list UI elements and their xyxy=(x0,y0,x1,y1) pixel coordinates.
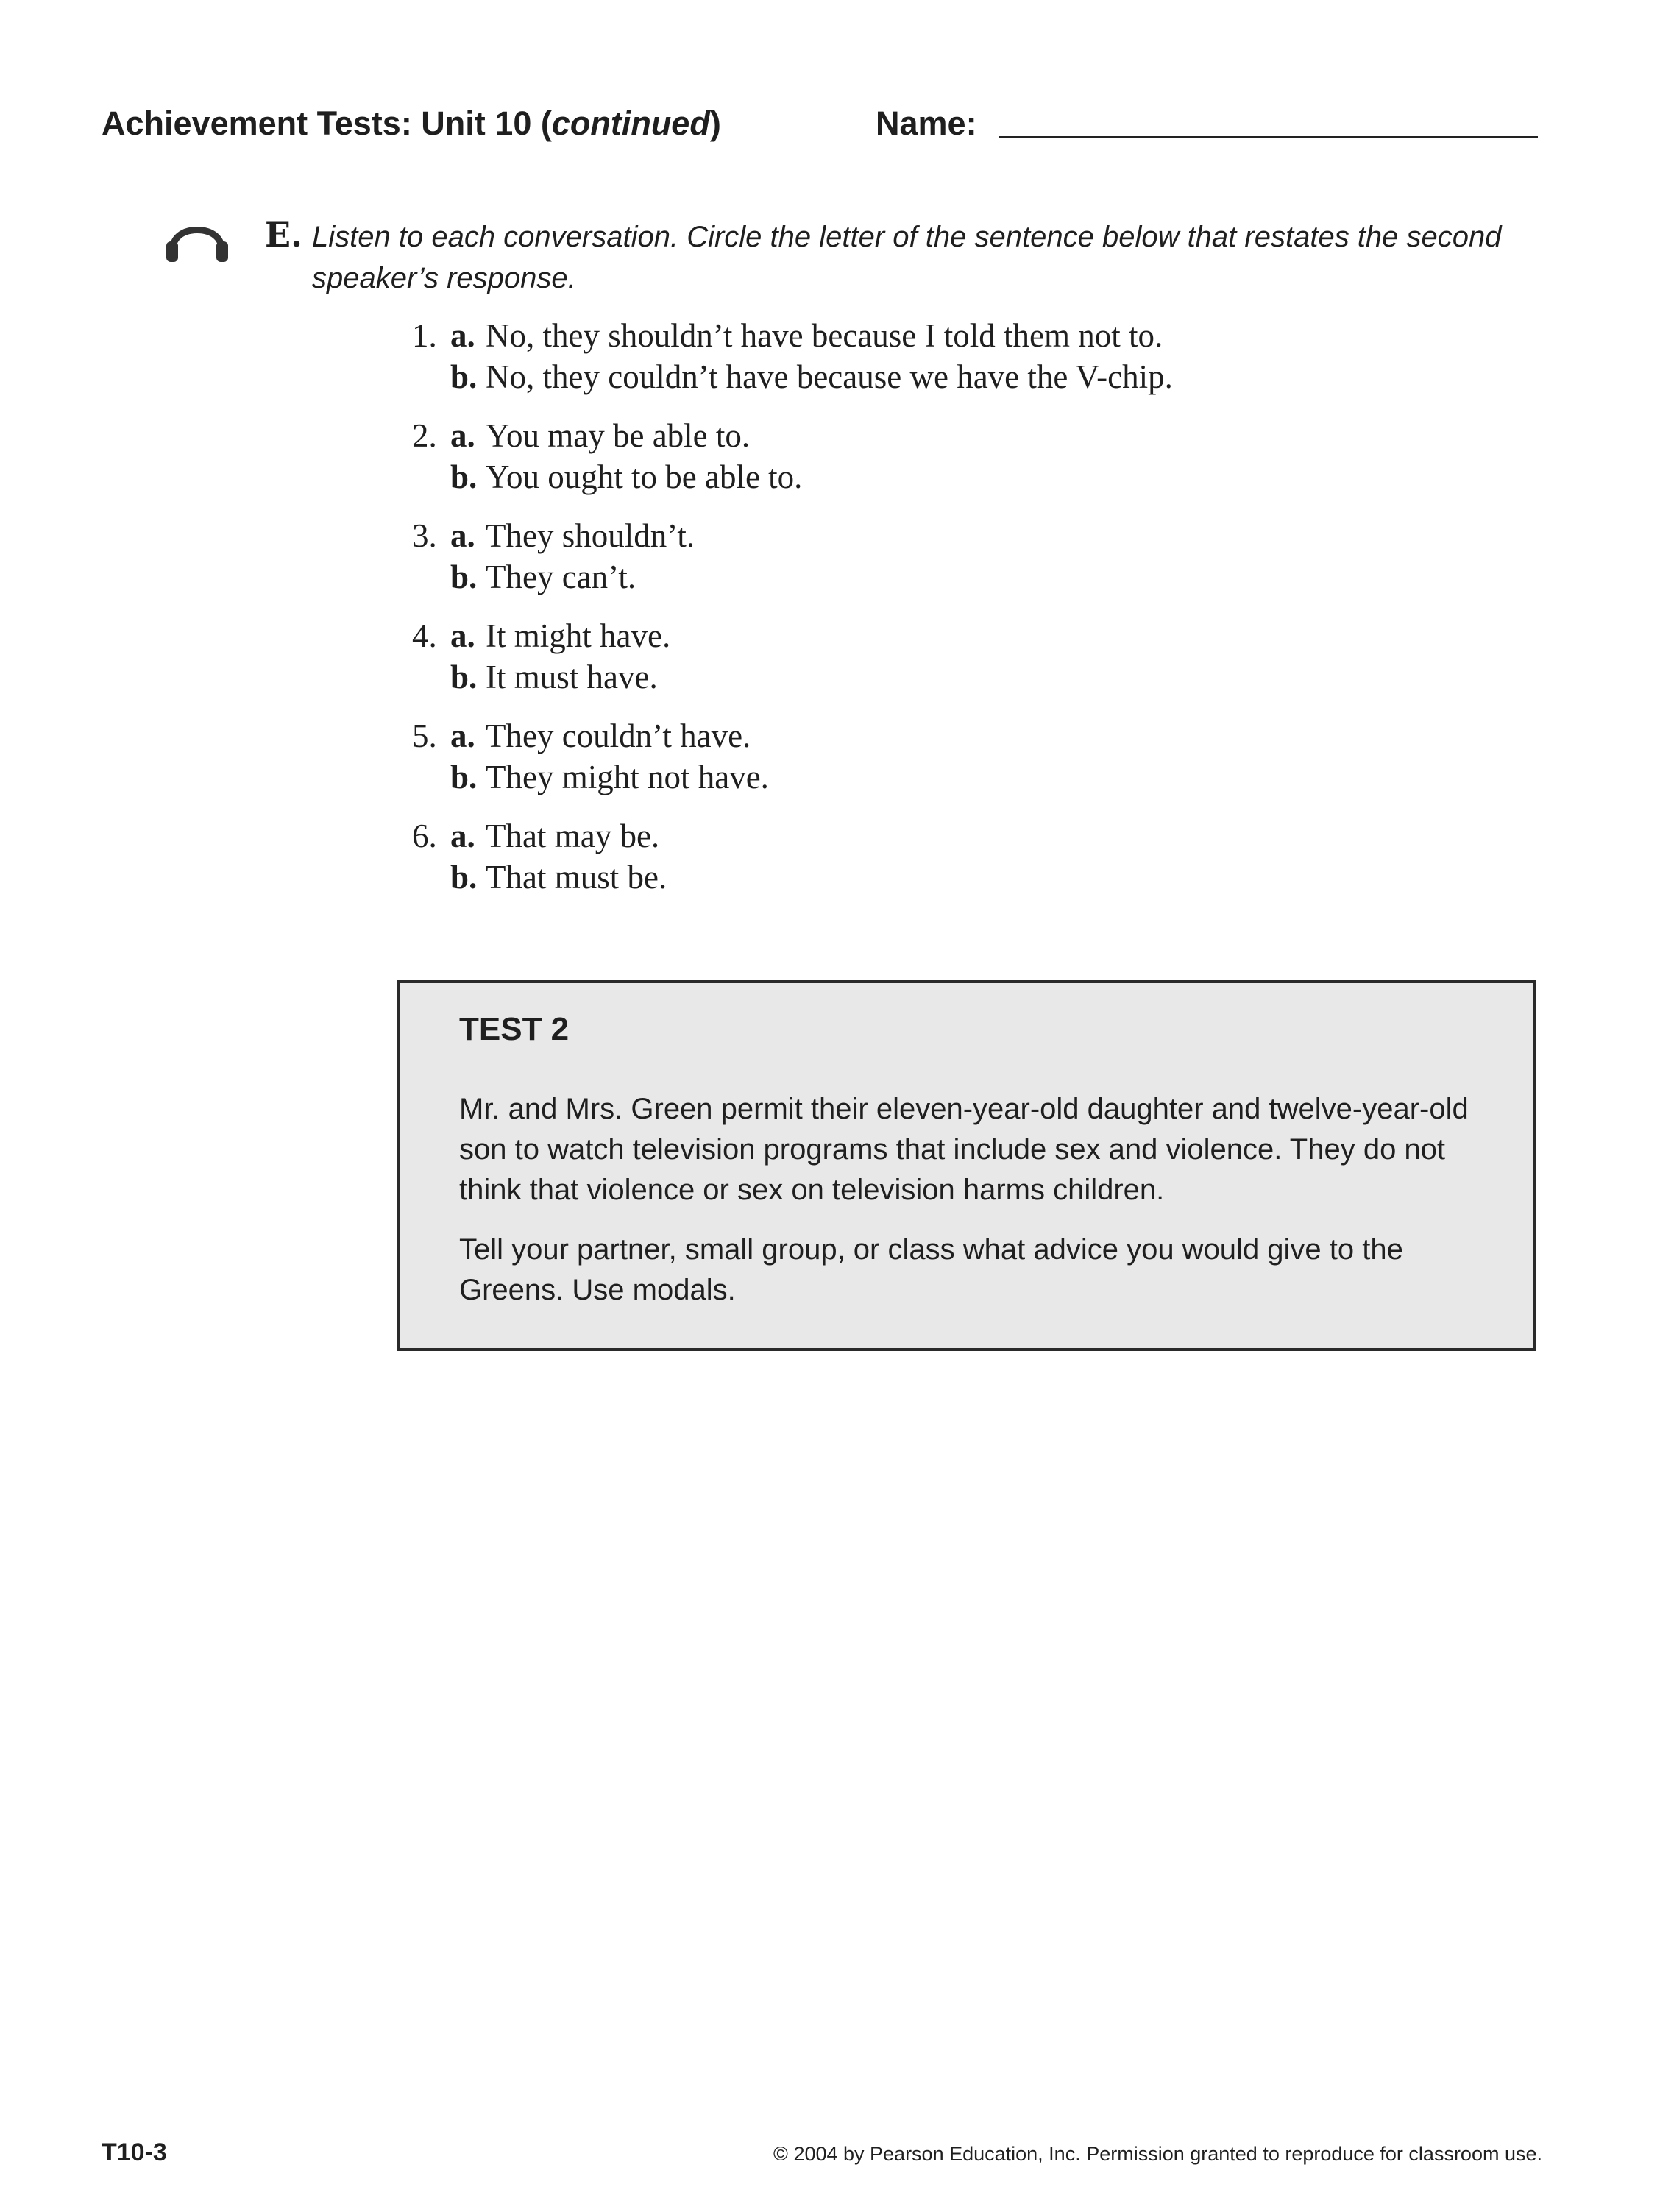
instructions: Listen to each conversation. Circle the letter of the sentence below that restates the second speaker’s response. xyxy=(312,221,1502,294)
option-b: No, they couldn’t have because we have the V-chip. xyxy=(486,358,1173,395)
copyright: © 2004 by Pearson Education, Inc. Permission granted to reproduce for classroom use. xyxy=(773,2143,1542,2165)
option-a: No, they shouldn’t have because I told them not to. xyxy=(486,317,1163,354)
list-item: 1. a. No, they shouldn’t have because I told them not to. b. No, they couldn’t have because we have the V-chip. xyxy=(412,315,1516,397)
option-b: They can’t. xyxy=(486,559,636,595)
option-b: It must have. xyxy=(486,659,658,695)
option-a: You may be able to. xyxy=(486,417,751,454)
option-b: You ought to be able to. xyxy=(486,458,803,495)
name-line xyxy=(999,136,1538,138)
list-item: 5. a. They couldn’t have. b. They might not have. xyxy=(412,715,1516,798)
test2-box xyxy=(397,980,1536,1351)
list-item: 4. a. It might have. b. It must have. xyxy=(412,615,1516,698)
list-item: 6. a. That may be. b. That must be. xyxy=(412,815,1516,898)
section-letter: E. xyxy=(265,215,303,255)
headphones-icon xyxy=(163,208,231,265)
test2-text xyxy=(459,1089,1489,1330)
name-label: Name: xyxy=(876,104,977,142)
test2-paragraph: Mr. and Mrs. Green permit their eleven-year-old daughter and twelve-year-old son to watch television programs that include sex and violence. They do not think that violence or sex on television harms children. xyxy=(459,1093,1469,1206)
option-b: They might not have. xyxy=(486,759,769,795)
answer-items xyxy=(412,315,1516,915)
test2-paragraph: Tell your partner, small group, or class what advice you would give to the Greens. Use modals. xyxy=(459,1233,1403,1306)
page-title: Achievement Tests: Unit 10 (continued) xyxy=(102,104,721,142)
test2-title: TEST 2 xyxy=(459,1011,570,1047)
list-item: 2. a. You may be able to. b. You ought to be able to. xyxy=(412,415,1516,497)
option-a: It might have. xyxy=(486,617,671,654)
option-a: They couldn’t have. xyxy=(486,717,751,754)
list-item: 3. a. They shouldn’t. b. They can’t. xyxy=(412,515,1516,598)
option-a: They shouldn’t. xyxy=(486,517,695,554)
option-a: That may be. xyxy=(486,818,660,854)
page-number: T10-3 xyxy=(102,2138,167,2166)
option-b: That must be. xyxy=(486,859,667,896)
